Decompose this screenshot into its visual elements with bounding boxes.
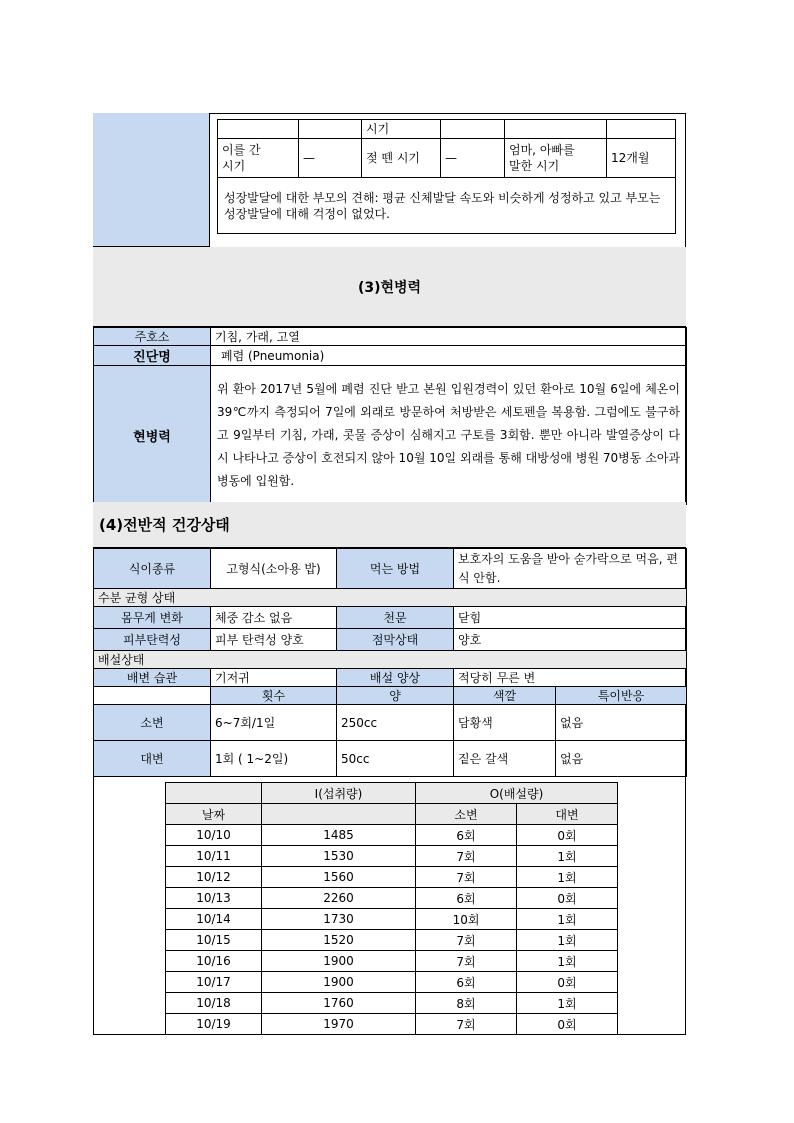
- weaning-value: —: [441, 139, 505, 178]
- io-stool: 0회: [517, 1014, 618, 1035]
- fontanelle-label: 천문: [337, 607, 454, 629]
- diet-type-label: 식이종류: [94, 549, 211, 589]
- io-intake: 1485: [262, 825, 416, 846]
- io-row: [166, 909, 618, 930]
- stool-count: 1회 ( 1~2일): [211, 741, 337, 777]
- development-label-cell: [93, 113, 210, 247]
- blank-header-cell: [94, 687, 211, 705]
- general-health-table: [93, 548, 687, 687]
- urine-row: [94, 705, 687, 741]
- io-stool: 1회: [517, 951, 618, 972]
- io-date: 10/10: [166, 825, 262, 846]
- io-intake: 1530: [262, 846, 416, 867]
- io-stool: 0회: [517, 825, 618, 846]
- weight-change-label: 몸무게 변화: [94, 607, 211, 629]
- mucosa-label: 점막상태: [337, 629, 454, 651]
- section-3-title: (3)현병력: [93, 247, 686, 327]
- io-urine: 6회: [416, 888, 517, 909]
- io-date: 10/14: [166, 909, 262, 930]
- development-partial-row: [218, 120, 676, 139]
- io-stool: 1회: [517, 867, 618, 888]
- dev-partial-cell: [505, 120, 607, 139]
- io-urine: 7회: [416, 846, 517, 867]
- skin-turgor-label: 피부탄력성: [94, 629, 211, 651]
- eating-method-label: 먹는 방법: [337, 549, 454, 589]
- io-intake: 1520: [262, 930, 416, 951]
- io-urine: 7회: [416, 951, 517, 972]
- count-header: 횟수: [211, 687, 337, 705]
- io-row: [166, 825, 618, 846]
- io-table: [165, 782, 618, 1035]
- urine-label: 소변: [94, 705, 211, 741]
- excretion-header: 배설상태: [94, 651, 687, 669]
- bowel-habit-value: 기저귀: [211, 669, 337, 687]
- skin-turgor-value: 피부 탄력성 양호: [211, 629, 337, 651]
- io-row: [166, 930, 618, 951]
- io-blank-header: [166, 783, 262, 804]
- io-blank-subheader: [262, 804, 416, 825]
- excretion-pattern-label: 배설 양상: [337, 669, 454, 687]
- urine-special: 없음: [556, 705, 687, 741]
- urine-subheader: 소변: [416, 804, 517, 825]
- first-words-label: 엄마, 아빠를 말한 시기: [505, 139, 607, 178]
- stool-special: 없음: [556, 741, 687, 777]
- io-intake: 1900: [262, 972, 416, 993]
- io-table-wrap: [165, 782, 618, 1035]
- dev-partial-cell: [218, 120, 299, 139]
- stool-color: 짙은 갈색: [454, 741, 556, 777]
- io-row: [166, 867, 618, 888]
- io-row: [166, 993, 618, 1014]
- io-intake: 1730: [262, 909, 416, 930]
- io-intake: 2260: [262, 888, 416, 909]
- io-row: [166, 888, 618, 909]
- special-header: 특이반응: [556, 687, 687, 705]
- io-row: [166, 1014, 618, 1035]
- fontanelle-value: 닫힘: [454, 607, 687, 629]
- dev-partial-cell: 시기: [362, 120, 441, 139]
- io-intake: 1760: [262, 993, 416, 1014]
- development-row: [218, 139, 676, 178]
- io-date: 10/18: [166, 993, 262, 1014]
- io-date: 10/17: [166, 972, 262, 993]
- intake-header: I(섭취량): [262, 783, 416, 804]
- section-4-title: (4)전반적 건강상태: [93, 502, 686, 548]
- io-intake: 1900: [262, 951, 416, 972]
- diet-type-value: 고형식(소아용 밥): [211, 549, 337, 589]
- present-illness-text: 위 환아 2017년 5월에 폐렴 진단 받고 본원 입원경력이 있던 환아로 10월 6일에 체온이 39℃까지 측정되어 7일에 외래로 방문하여 처방받은 세토펜을 복용함. 그럼에도 불구하고 9일부터 기침, 가래, 콧물 증상이 심해지고 구토를 3회함. 뿐만 아니라 발열증상이 다시 나타나고 증상이 호전되지 않아 10월 10일 외래를 통해 대방성애 병원 70병동 소아과 병동에 입원함.: [211, 366, 687, 505]
- io-urine: 8회: [416, 993, 517, 1014]
- io-row: [166, 972, 618, 993]
- mucosa-value: 양호: [454, 629, 687, 651]
- dev-partial-cell: [441, 120, 505, 139]
- stool-row: [94, 741, 687, 777]
- parent-opinion: 성장발달에 대한 부모의 견해: 평균 신체발달 속도와 비슷하게 성정하고 있고 부모는 성장발달에 대해 걱정이 없었다.: [218, 178, 676, 234]
- io-urine: 7회: [416, 867, 517, 888]
- weaning-label: 젖 뗀 시기: [362, 139, 441, 178]
- chief-complaint-value: 기침, 가래, 고열: [211, 328, 687, 346]
- dev-partial-cell: [607, 120, 676, 139]
- io-date: 10/11: [166, 846, 262, 867]
- teething-value: —: [299, 139, 362, 178]
- io-stool: 1회: [517, 993, 618, 1014]
- io-intake: 1970: [262, 1014, 416, 1035]
- present-illness-label: 현병력: [94, 366, 211, 505]
- io-urine: 6회: [416, 825, 517, 846]
- io-row: [166, 951, 618, 972]
- io-urine: 7회: [416, 1014, 517, 1035]
- io-urine: 7회: [416, 930, 517, 951]
- io-urine: 10회: [416, 909, 517, 930]
- io-date: 10/13: [166, 888, 262, 909]
- development-table: [217, 119, 676, 234]
- io-stool: 0회: [517, 888, 618, 909]
- history-table: [93, 327, 687, 505]
- io-row: [166, 846, 618, 867]
- urine-amount: 250cc: [337, 705, 454, 741]
- io-stool: 1회: [517, 930, 618, 951]
- stool-label: 대변: [94, 741, 211, 777]
- amount-header: 양: [337, 687, 454, 705]
- io-date: 10/15: [166, 930, 262, 951]
- diagnosis-label: 진단명: [94, 346, 211, 366]
- bowel-habit-label: 배변 습관: [94, 669, 211, 687]
- io-date: 10/16: [166, 951, 262, 972]
- eating-method-value: 보호자의 도움을 받아 숟가락으로 먹음, 편식 안함.: [454, 549, 687, 589]
- fluid-balance-header: 수분 균형 상태: [94, 589, 687, 607]
- date-header: 날짜: [166, 804, 262, 825]
- io-stool: 1회: [517, 846, 618, 867]
- stool-amount: 50cc: [337, 741, 454, 777]
- io-date: 10/19: [166, 1014, 262, 1035]
- teething-label: 이를 간 시기: [218, 139, 299, 178]
- urine-count: 6~7회/1일: [211, 705, 337, 741]
- io-stool: 0회: [517, 972, 618, 993]
- io-intake: 1560: [262, 867, 416, 888]
- stool-subheader: 대변: [517, 804, 618, 825]
- io-date: 10/12: [166, 867, 262, 888]
- io-urine: 6회: [416, 972, 517, 993]
- io-stool: 1회: [517, 909, 618, 930]
- color-header: 색깔: [454, 687, 556, 705]
- diagnosis-value: 폐렴 (Pneumonia): [211, 346, 687, 366]
- excretion-pattern-value: 적당히 무른 변: [454, 669, 687, 687]
- weight-change-value: 체중 감소 없음: [211, 607, 337, 629]
- output-header: O(배설량): [416, 783, 618, 804]
- dev-partial-cell: [299, 120, 362, 139]
- excretion-detail-table: [93, 686, 687, 777]
- chief-complaint-label: 주호소: [94, 328, 211, 346]
- first-words-value: 12개월: [607, 139, 676, 178]
- urine-color: 담황색: [454, 705, 556, 741]
